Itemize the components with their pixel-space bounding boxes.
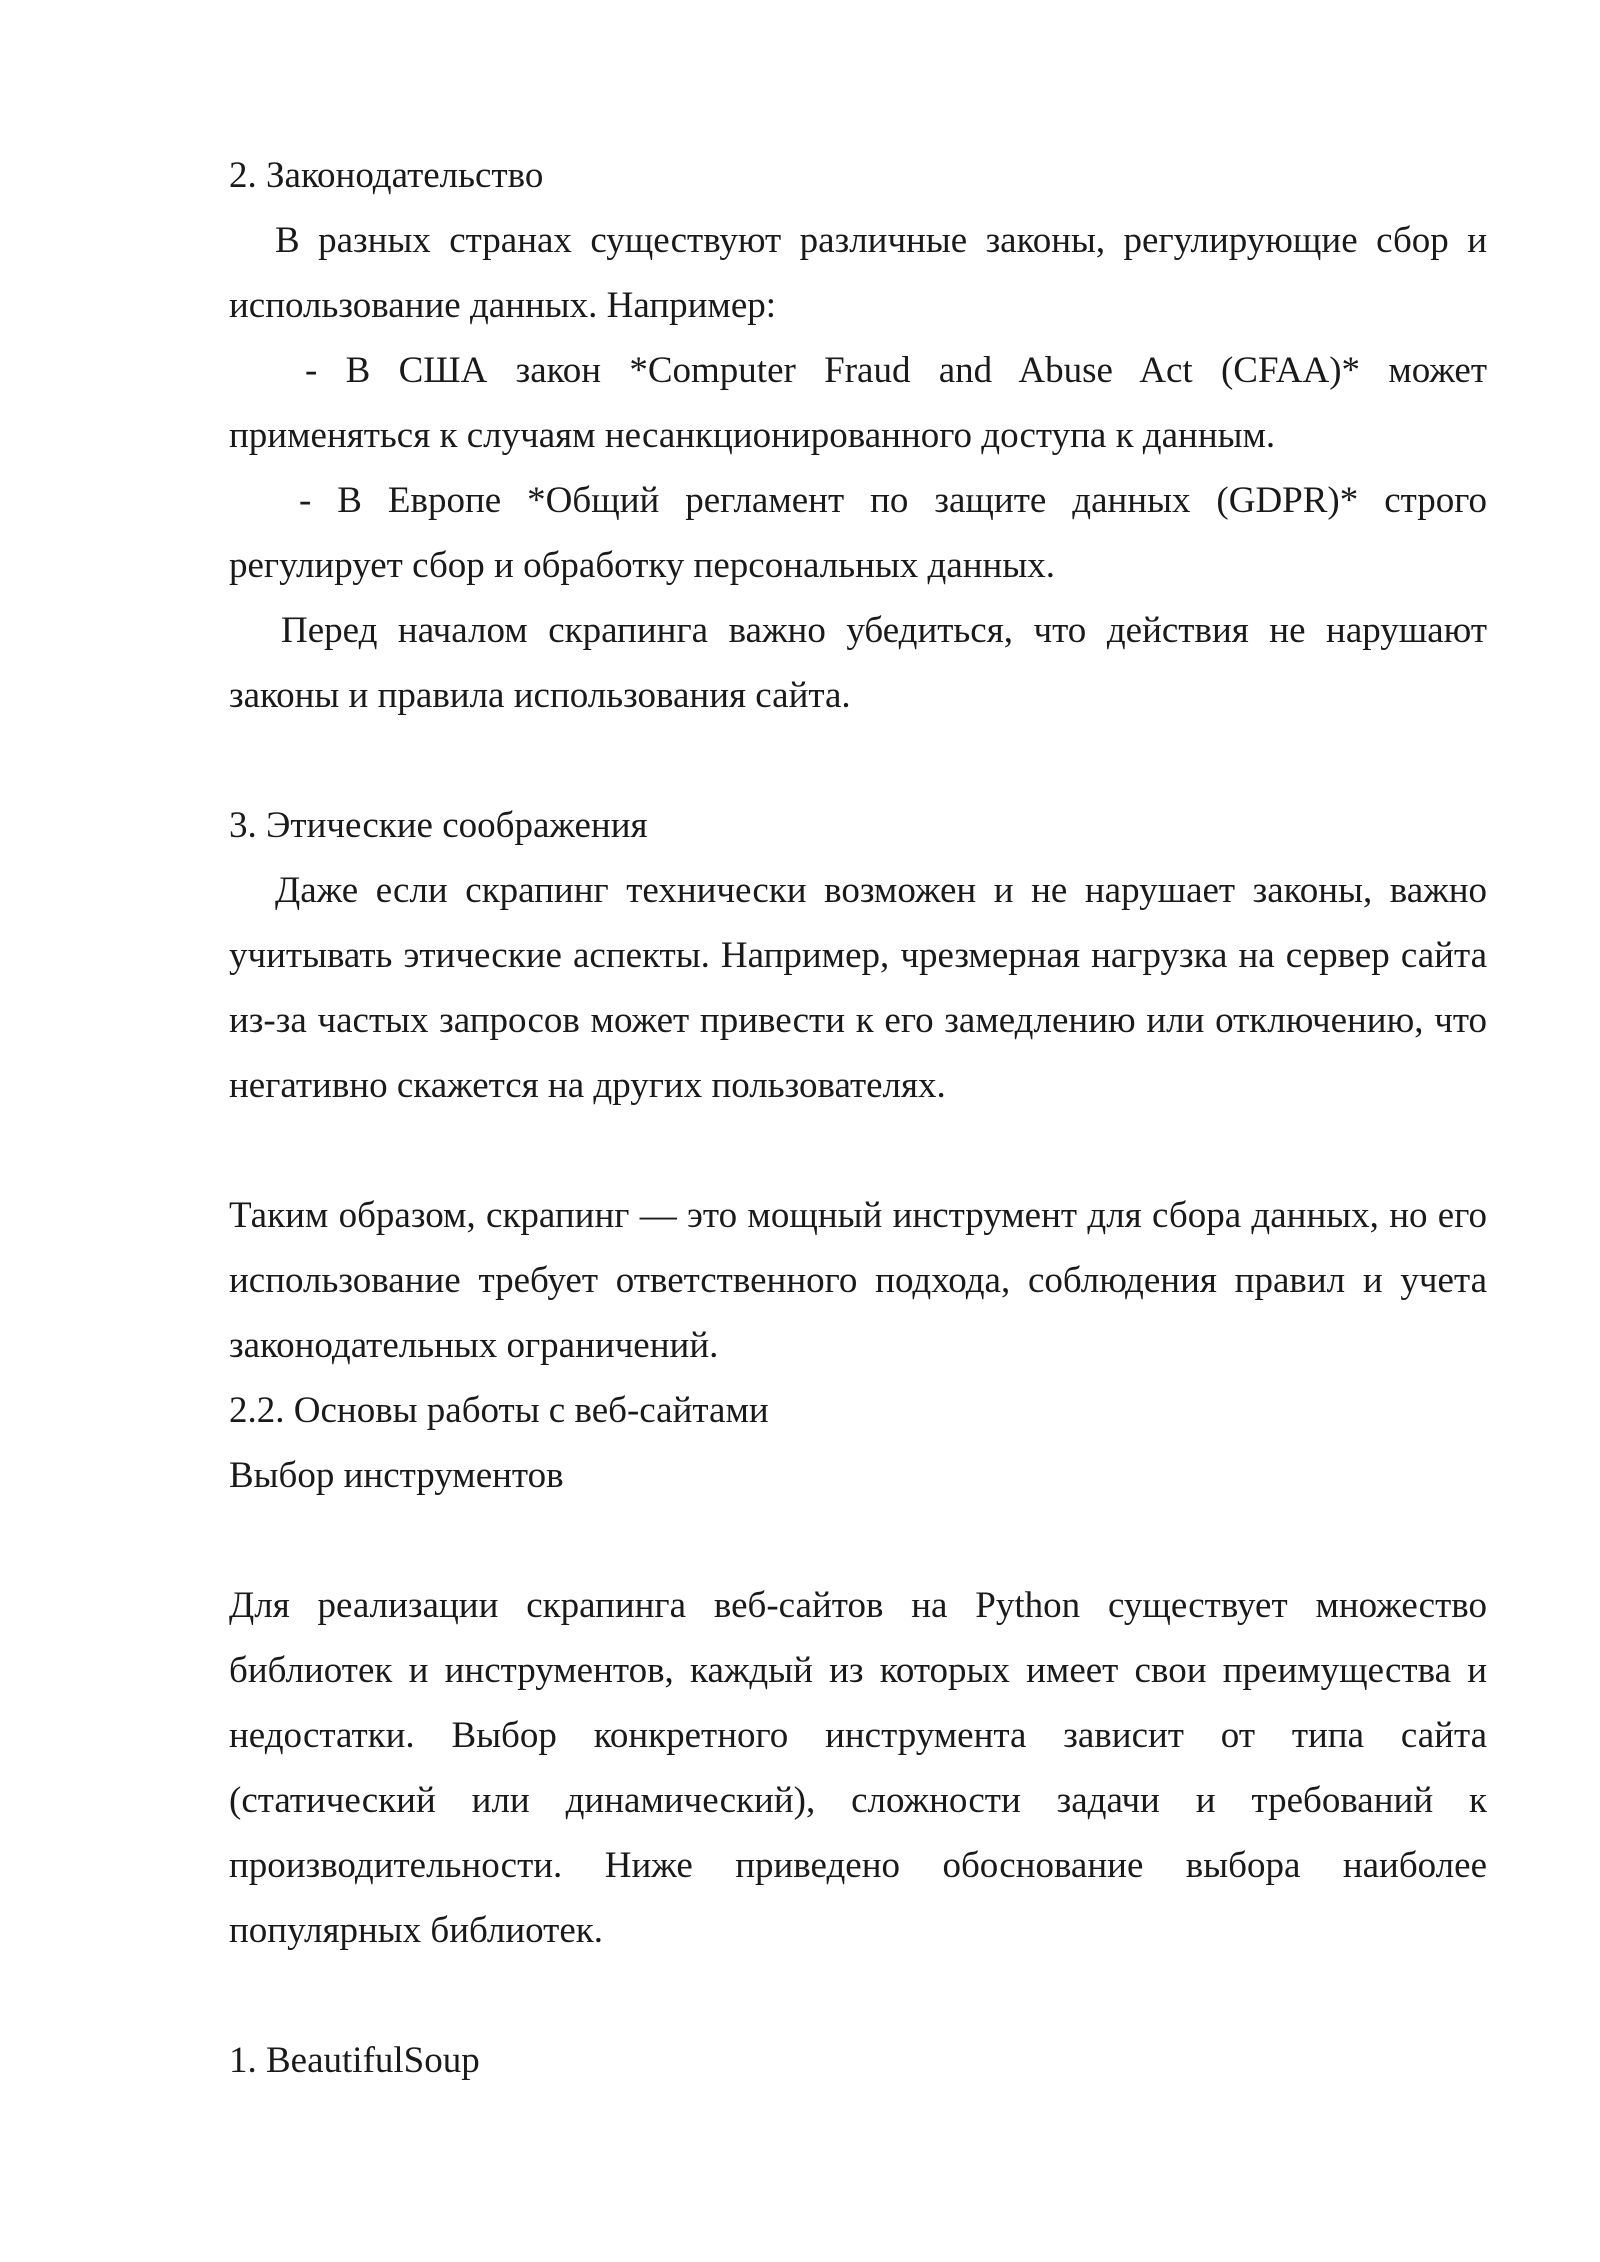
spacer [229, 1508, 1487, 1573]
spacer [229, 728, 1487, 793]
document-page [229, 143, 1487, 2093]
tools-paragraph: Для реализации скрапинга веб-сайтов на Python существует множество библиотек и инструментов, каждый из которых имеет свои преимущества и недостатки. Выбор конкретного инструмента зависит от типа сайта (статический или динамический), сложности задачи и требований к производительности. Ниже приведено обоснование выбора наиболее популярных библиотек. [229, 1585, 1487, 1951]
ethics-paragraph: Даже если скрапинг технически возможен и не нарушает законы, важно учитывать этические аспекты. Например, чрезмерная нагрузка на сервер сайта из-за частых запросов может привести к его замедлению или отключению, что негативно скажется на других пользователях. [229, 870, 1487, 1106]
conclusion-paragraph: Таким образом, скрапинг — это мощный инструмент для сбора данных, но его использование требует ответственного подхода, соблюдения правил и учета законодательных ограничений. [229, 1195, 1487, 1366]
list-item-beautifulsoup: 1. BeautifulSoup [229, 2040, 480, 2081]
law-item-europe: - В Европе *Общий регламент по защите данных (GDPR)* строго регулирует сбор и обработку персональных данных. [229, 480, 1487, 586]
section-heading-websites: 2.2. Основы работы с веб-сайтами [229, 1390, 769, 1431]
section-heading-ethics: 3. Этические соображения [229, 805, 648, 846]
subheading-tool-selection: Выбор инструментов [229, 1455, 564, 1496]
section-heading-law: 2. Законодательство [229, 155, 544, 196]
spacer [229, 1118, 1487, 1183]
law-note-paragraph: Перед началом скрапинга важно убедиться, что действия не нарушают законы и правила использования сайта. [229, 610, 1487, 716]
spacer [229, 1963, 1487, 2028]
law-item-usa: - В США закон *Computer Fraud and Abuse Act (CFAA)* может применяться к случаям несанкционированного доступа к данным. [229, 350, 1487, 456]
law-intro-paragraph: В разных странах существуют различные законы, регулирующие сбор и использование данных. Например: [229, 220, 1487, 326]
